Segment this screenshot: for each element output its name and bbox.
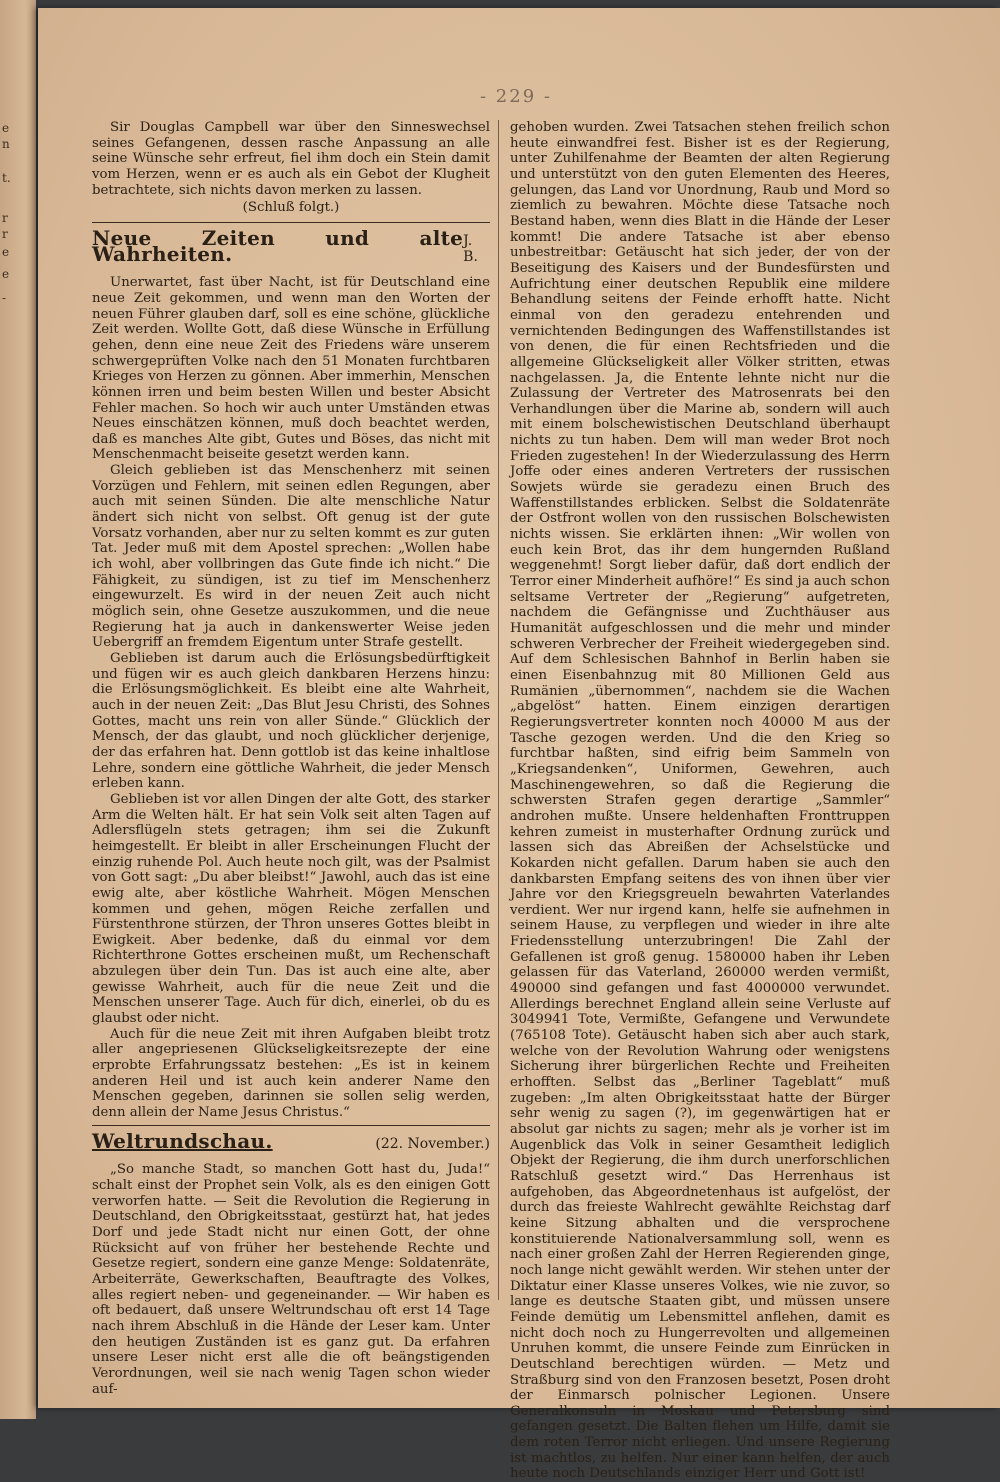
article-paragraph: gehoben wurden. Zwei Tatsachen stehen freilich schon heute einwandfrei fest. Bisher ist es der Regierung, unter Zuhilfenahme der Beamten der alten Regierung und unterstützt von den guten Elementen des Heeres, gelungen, das Land vor Unordnung, Raub und Mord so ziemlich zu bewahren. Möchte diese Tatsache noch Bestand haben, wenn dies Blatt in die Hände der Leser kommt! Die andere Tatsache ist aber ebenso unbestreitbar: Getäuscht hat sich jeder, der von der Beseitigung des Kaisers und der Bundesfürsten und Aufrichtung einer deutschen Republik eine mildere Behandlung seitens der Feinde erhofft hatte. Nicht einmal von den geradezu entehrenden und vernichtenden Bedingungen des Waffenstillstandes ist von denen, die für einen Rechtsfrieden und die allgemeine Glückseligkeit aller Völker stritten, etwas nachgelassen. Ja, die Entente lehnte nicht nur die Zulassung der Vertreter des Matrosenrats bei den Verhandlungen über die Marine ab, sondern will auch mit einem bolschewistischen Deutschland überhaupt nichts zu tun haben. Dem will man weder Brot noch Frieden zugestehen! In der Wiederzulassung des Herrn Joffe oder eines anderen Vertreters der russischen Sowjets würde sie geradezu einen Bruch des Waffenstillstandes erblicken. Selbst die Soldatenräte der Ostfront wollen von den russischen Bolschewisten nichts wissen. Sie erklärten ihnen: „Wir wollen von euch kein Brot, das ihr dem hungernden Rußland weggenehmt! Sorgt lieber dafür, daß dort endlich der Terror einer Minderheit aufhöre!“ Es sind ja auch schon seltsame Vertreter der „Regierung“ aufgetreten, nachdem die Gefängnisse und Zuchthäuser aus Humanität aufgeschlossen und die mehr und minder schweren Verbrecher der Freiheit wiedergegeben sind. Auf dem Schlesischen Bahnhof in Berlin haben sie einen Eisenbahnzug mit 80 Millionen Geld aus Rumänien „übernommen“, nachdem sie die Wachen „abgelöst“ hatten. Einem einzigen derartigen Regierungsvertreter konnten noch 40000 M aus der Tasche gezogen werden. Und die den Krieg so furchtbar haßten, sind eifrig beim Sammeln von „Kriegsandenken“, Uniformen, Gewehren, auch Maschinengewehren, so daß die Regierung die schwersten Strafen gegen derartige „Sammler“ androhen mußte. Unsere heldenhaften Fronttruppen kehren zumeist in musterhafter Ordnung zurück und lassen sich das Abreißen der Achselstücke und Kokarden nicht gefallen. Darum haben sie auch den dankbarsten Empfang seitens des von ihnen über vier Jahre vor den Kriegsgreueln bewahrten Vaterlandes verdient. Wer nur irgend kann, helfe sie aufnehmen in seinem Hause, zu verpflegen und wieder in ihre alte Friedensstellung unterzubringen! Die Zahl der Gefallenen ist groß genug. 1580000 haben ihr Leben gelassen für das Vaterland, 260000 werden vermißt, 490000 sind gefangen und fast 4000000 verwundet. Allerdings berechnet England allein seine Verluste auf 3049941 Tote, Vermißte, Gefangene und Verwundete (765108 Tote). Getäuscht haben sich aber auch stark, welche von der Revolution Wahrung oder wenigstens Sicherung ihrer bürgerlichen Rechte und Freiheiten erhofften. Selbst das „Berliner Tageblatt“ muß zugeben: „Im alten Obrigkeitsstaat hatte der Bürger sehr wenig zu sagen (?), im gegenwärtigen hat er absolut gar nichts zu sagen; mehr als je vorher ist im Augenblick das Volk in seiner Gesamtheit lediglich Objekt der Regierung, die ihm durch unerforschlichen Ratschluß gesetzt wird.“ Das Herrenhaus ist aufgehoben, das Abgeordnetenhaus ist aufgelöst, der durch das freieste Wahlrecht gewählte Reichstag darf keine Sitzung abhalten und die versprochene konstituierende Nationalversammlung soll, wenn es nach einer großen Zahl der Herren Regierenden ginge, noch lange nicht gewählt werden. Wir stehen unter der Diktatur einer Klasse unseres Volkes, wie nie zuvor, so lange es deutsche Staaten gibt, und müssen unsere Feinde demütig um Lebensmittel anflehen, damit es nicht doch noch zu Hungerrevolten und allgemeinen Unruhen kommt, die unsere Feinde zum Einrücken in Deutschland berechtigen würden. — Metz und Straßburg sind von den Franzosen besetzt, Posen droht der Einmarsch polnischer Legionen. Unsere Generalkonsuln in Moskau und Petersburg sind gefangen gesetzt. Die Balten flehen um Hilfe, damit sie dem roten Terror nicht erliegen. Und unsere Regierung ist machtlos, zu helfen. Nur einer kann helfen, der auch heute noch Deutschlands einziger Herr und Gott ist! bbox=[510, 120, 890, 1482]
edge-fragment: t. bbox=[2, 171, 11, 185]
article-paragraph: „So manche Stadt, so manchen Gott hast du, Juda!“ schalt einst der Prophet sein Volk, als es den einigen Gott verworfen hatte. — Seit die Revolution die Regierung in Deutschland, den Obrigkeitsstaat, gestürzt hat, hat jedes Dorf und jede Stadt nicht nur einen Gott, der ohne Rücksicht auf von früher her bestehende Rechte und Gesetze regiert, sondern eine ganze Menge: Soldatenräte, Arbeiterräte, Gewerkschaften, Beauftragte des Volkes, alles regiert neben- und gegeneinander. — Wir haben es oft bedauert, daß unsere Weltrundschau oft erst 14 Tage nach ihrem Abschluß in die Hände der Leser kam. Unter den heutigen Zuständen ist es ganz gut. Da erfahren unsere Leser nicht erst alle die oft beängstigenden Verordnungen, weil sie nach wenig Tagen schon wieder auf- bbox=[92, 1162, 490, 1397]
section-rule bbox=[92, 222, 490, 223]
adjacent-page-edge bbox=[0, 0, 36, 1419]
article-heading bbox=[92, 225, 490, 266]
article-heading bbox=[92, 1128, 490, 1153]
continued-note: (Schluß folgt.) bbox=[242, 200, 340, 216]
article-paragraph: Geblieben ist vor allen Dingen der alte Gott, des starker Arm die Welten hält. Er hat sein Volk seit alten Tagen auf Adlersflügeln stets getragen; ihm sei die Zukunft heimgestellt. Er bleibt in aller Erscheinungen Flucht der einzig ruhende Pol. Auch heute noch gilt, was der Psalmist von Gott sagt: „Du aber bleibst!“ Jawohl, auch das ist eine ewig alte, aber köstliche Wahrheit. Mögen Menschen kommen und gehen, mögen Reiche zerfallen und Fürstenthrone stürzen, der Thron unseres Gottes bleibt in Ewigkeit. Aber bedenke, daß du einmal vor dem Richterthrone Gottes erscheinen mußt, um Rechenschaft abzulegen über dein Tun. Das ist auch eine alte, aber gewisse Wahrheit, auch für die neue Zeit und die Menschen unserer Tage. Auch für dich, einerlei, ob du es glaubst oder nicht. bbox=[92, 791, 490, 1027]
edge-fragment: n bbox=[2, 137, 10, 151]
right-column bbox=[510, 120, 890, 1482]
article-paragraph: Gleich geblieben ist das Menschenherz mit seinen Vorzügen und Fehlern, mit seinen edlen Regungen, aber auch mit seinen Sünden. Die alte menschliche Natur ändert sich nicht von selbst. Oft genug ist der gute Vorsatz vorhanden, aber nur zu selten kommt es zur guten Tat. Jeder muß mit dem Apostel sprechen: „Wollen habe ich wohl, aber vollbringen das Gute finde ich nicht.“ Die Fähigkeit, zu sündigen, ist zu tief im Menschenherz eingewurzelt. Es wird in der neuen Zeit auch nicht möglich sein, ohne Gesetze auszukommen, und die neue Regierung hat ja auch in dankenswerter Weise jeden Uebergriff an fremdem Eigentum unter Strafe gestellt. bbox=[92, 463, 490, 651]
column-divider bbox=[498, 120, 499, 1300]
section-rule bbox=[92, 1125, 490, 1126]
page-number: - 229 - bbox=[480, 86, 552, 107]
story-ending: Sir Douglas Campbell war über den Sinneswechsel seines Gefangenen, dessen rasche Anpassung an alle seine Wünsche sehr erfreut, fiel ihm doch ein Stein damit vom Herzen, wenn er es auch als ein Gebot der Klugheit betrachtete, sich nichts davon merken zu lassen. bbox=[92, 120, 490, 198]
article-paragraph: Unerwartet, fast über Nacht, ist für Deutschland eine neue Zeit gekommen, und wenn man den Worten der neuen Führer glauben darf, soll es eine schöne, glückliche Zeit werden. Wollte Gott, daß diese Wünsche in Erfüllung gehen, denn eine neue Zeit des Friedens wäre unserem schwergeprüften Volke nach den 51 Monaten furchtbaren Krieges von Herzen zu gönnen. Aber immerhin, Menschen können irren und beim besten Willen und bester Absicht Fehler machen. So hoch wir auch unter Umständen etwas Neues einschätzen können, muß doch beachtet werden, daß es manches Alte gibt, Gutes und Böses, das nicht mit Menschenmacht beiseite gesetzt werden kann. bbox=[92, 275, 490, 463]
article-paragraph: Geblieben ist darum auch die Erlösungsbedürftigkeit und fügen wir es auch gleich dankbaren Herzens hinzu: die Erlösungsmöglichkeit. Es bleibt eine alte Wahrheit, auch in der neuen Zeit: „Das Blut Jesu Christi, des Sohnes Gottes, macht uns rein von aller Sünde.“ Glücklich der Mensch, der das glaubt, und noch glücklicher derjenige, der das erfahren hat. Denn gottlob ist das keine inhaltlose Lehre, sondern eine göttliche Wahrheit, die jeder Mensch erleben kann. bbox=[92, 651, 490, 792]
edge-fragment: e bbox=[2, 245, 10, 259]
article-byline: J. B. bbox=[463, 232, 478, 265]
edge-fragment: r bbox=[2, 211, 8, 225]
left-column bbox=[92, 120, 490, 1397]
edge-fragment: r bbox=[2, 227, 8, 241]
article-title: Neue Zeiten und alte Wahrheiten. bbox=[92, 225, 464, 266]
article-date: (22. November.) bbox=[375, 1135, 490, 1152]
article-paragraph: Auch für die neue Zeit mit ihren Aufgaben bleibt trotz aller angepriesenen Glückseligkeitsrezepte der eine erprobte Erfahrungssatz bestehen: „Es ist in keinem anderen Heil und ist auch kein anderer Name den Menschen gegeben, darinnen sie sollen selig werden, denn allein der Name Jesus Christus.“ bbox=[92, 1026, 490, 1121]
edge-fragment: - bbox=[2, 291, 7, 305]
edge-fragment: e bbox=[2, 267, 10, 281]
article-title: Weltrundschau. bbox=[92, 1128, 273, 1153]
edge-fragment: e bbox=[2, 121, 10, 135]
